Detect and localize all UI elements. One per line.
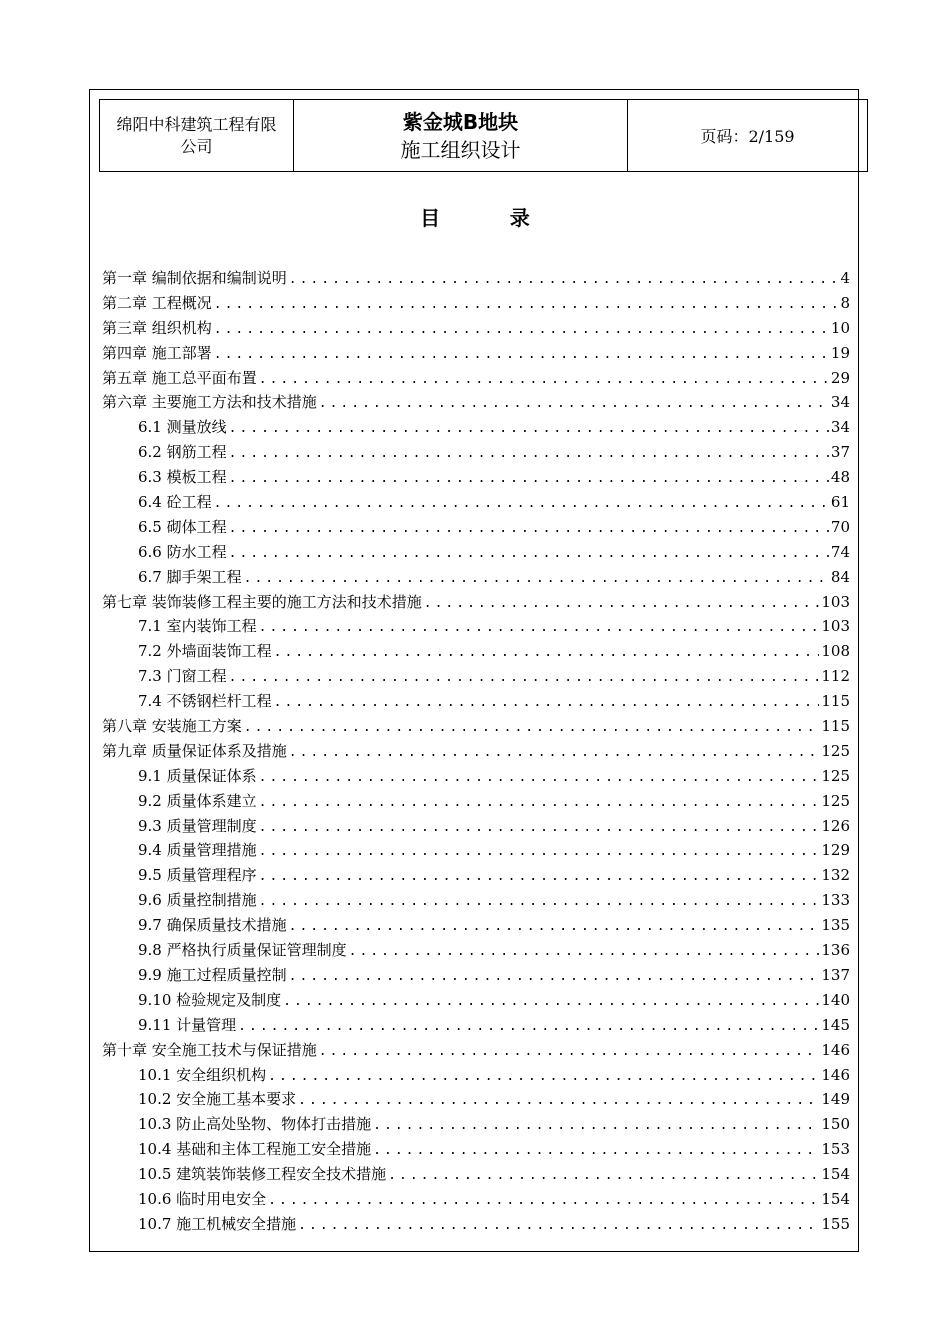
toc-entry-title: 第九章 质量保证体系及措施 bbox=[102, 741, 287, 760]
header-title-cell bbox=[294, 100, 628, 172]
toc-entry-page: 149 bbox=[821, 1090, 850, 1109]
toc-entry-page: 133 bbox=[821, 891, 850, 910]
toc-entry-title: 9.1 质量保证体系 bbox=[138, 766, 257, 785]
toc-entry-title: 9.5 质量管理程序 bbox=[138, 866, 257, 885]
toc-section-entry[interactable] bbox=[102, 1162, 850, 1187]
toc-entry-page: 103 bbox=[821, 592, 850, 611]
toc-section-entry[interactable] bbox=[102, 863, 850, 888]
toc-dot-leader bbox=[214, 318, 829, 343]
toc-chapter-entry[interactable] bbox=[102, 341, 850, 366]
toc-entry-title: 10.5 建筑装饰装修工程安全技术措施 bbox=[138, 1165, 387, 1184]
toc-entry-title: 7.2 外墙面装饰工程 bbox=[138, 642, 272, 661]
toc-entry-title: 第五章 施工总平面布置 bbox=[102, 368, 257, 387]
toc-entry-title: 10.6 临时用电安全 bbox=[138, 1189, 267, 1208]
toc-dot-leader bbox=[259, 616, 820, 641]
toc-dot-leader bbox=[259, 816, 820, 841]
toc-entry-title: 6.3 模板工程 bbox=[138, 468, 227, 487]
toc-entry-title: 9.3 质量管理制度 bbox=[138, 816, 257, 835]
toc-entry-page: 135 bbox=[821, 916, 850, 935]
toc-chapter-entry[interactable] bbox=[102, 714, 850, 739]
toc-dot-leader bbox=[349, 940, 820, 965]
toc-section-entry[interactable] bbox=[102, 664, 850, 689]
toc-dot-leader bbox=[229, 417, 829, 442]
toc-entry-page: 8 bbox=[840, 293, 850, 312]
toc-entry-page: 108 bbox=[821, 642, 850, 661]
toc-entry-page: 153 bbox=[821, 1140, 850, 1159]
toc-entry-page: 126 bbox=[821, 816, 850, 835]
toc-entry-page: 140 bbox=[821, 990, 850, 1009]
toc-chapter-entry[interactable] bbox=[102, 266, 850, 291]
toc-dot-leader bbox=[268, 1189, 819, 1214]
toc-entry-page: 154 bbox=[821, 1165, 850, 1184]
toc-entry-page: 125 bbox=[821, 741, 850, 760]
toc-entry-title: 10.3 防止高处坠物、物体打击措施 bbox=[138, 1115, 372, 1134]
toc-section-entry[interactable] bbox=[102, 490, 850, 515]
toc-entry-title: 10.1 安全组织机构 bbox=[138, 1065, 267, 1084]
toc-entry-page: 132 bbox=[821, 866, 850, 885]
toc-chapter-entry[interactable] bbox=[102, 390, 850, 415]
toc-entry-title: 7.3 门窗工程 bbox=[138, 667, 227, 686]
toc-section-entry[interactable] bbox=[102, 963, 850, 988]
toc-section-entry[interactable] bbox=[102, 1013, 850, 1038]
toc-entry-title: 9.10 检验规定及制度 bbox=[138, 990, 282, 1009]
document-title: 紫金城B地块 bbox=[402, 109, 519, 134]
toc-entry-page: 115 bbox=[821, 692, 850, 711]
toc-dot-leader bbox=[229, 517, 829, 542]
header-company-cell bbox=[100, 100, 294, 172]
header-page-cell bbox=[628, 100, 868, 172]
toc-entry-page: 115 bbox=[821, 717, 850, 736]
toc-entry-title: 9.7 确保质量技术措施 bbox=[138, 916, 287, 935]
toc-dot-leader bbox=[268, 1065, 819, 1090]
toc-entry-title: 9.9 施工过程质量控制 bbox=[138, 965, 287, 984]
toc-section-entry[interactable] bbox=[102, 614, 850, 639]
toc-entry-title: 9.6 质量控制措施 bbox=[138, 891, 257, 910]
toc-dot-leader bbox=[373, 1114, 819, 1139]
toc-entry-title: 10.4 基础和主体工程施工安全措施 bbox=[138, 1140, 372, 1159]
toc-entry-page: 19 bbox=[830, 343, 850, 362]
toc-entry-page: 112 bbox=[821, 667, 850, 686]
toc-entry-page: 137 bbox=[821, 965, 850, 984]
toc-dot-leader bbox=[319, 1040, 820, 1065]
toc-section-entry[interactable] bbox=[102, 540, 850, 565]
toc-entry-title: 6.4 砼工程 bbox=[138, 493, 212, 512]
table-of-contents bbox=[102, 266, 850, 1237]
toc-entry-title: 第八章 安装施工方案 bbox=[102, 717, 242, 736]
toc-section-entry[interactable] bbox=[102, 814, 850, 839]
document-header bbox=[99, 99, 868, 172]
toc-entry-page: 125 bbox=[821, 766, 850, 785]
toc-entry-page: 37 bbox=[830, 443, 850, 462]
toc-section-entry[interactable] bbox=[102, 1087, 850, 1112]
toc-section-entry[interactable] bbox=[102, 639, 850, 664]
toc-dot-leader bbox=[229, 467, 829, 492]
document-subtitle: 施工组织设计 bbox=[400, 137, 521, 162]
toc-section-entry[interactable] bbox=[102, 1137, 850, 1162]
toc-dot-leader bbox=[244, 716, 820, 741]
toc-section-entry[interactable] bbox=[102, 1112, 850, 1137]
toc-entry-title: 6.1 测量放线 bbox=[138, 418, 227, 437]
toc-entry-page: 136 bbox=[821, 941, 850, 960]
toc-section-entry[interactable] bbox=[102, 689, 850, 714]
toc-section-entry[interactable] bbox=[102, 1063, 850, 1088]
toc-entry-title: 10.7 施工机械安全措施 bbox=[138, 1214, 297, 1233]
toc-entry-page: 84 bbox=[830, 567, 850, 586]
toc-section-entry[interactable] bbox=[102, 1212, 850, 1237]
toc-section-entry[interactable] bbox=[102, 515, 850, 540]
toc-entry-title: 9.11 计量管理 bbox=[138, 1015, 237, 1034]
toc-dot-leader bbox=[229, 542, 829, 567]
toc-dot-leader bbox=[289, 741, 820, 766]
toc-dot-leader bbox=[229, 442, 829, 467]
toc-dot-leader bbox=[214, 492, 829, 517]
toc-heading: 目 录 bbox=[420, 206, 530, 230]
toc-entry-page: 10 bbox=[830, 318, 850, 337]
toc-dot-leader bbox=[214, 343, 829, 368]
toc-entry-title: 7.4 不锈钢栏杆工程 bbox=[138, 692, 272, 711]
toc-dot-leader bbox=[274, 691, 820, 716]
toc-entry-page: 146 bbox=[821, 1040, 850, 1059]
toc-section-entry[interactable] bbox=[102, 440, 850, 465]
toc-section-entry[interactable] bbox=[102, 988, 850, 1013]
toc-dot-leader bbox=[373, 1139, 819, 1164]
toc-dot-leader bbox=[298, 1089, 819, 1114]
toc-entry-page: 155 bbox=[821, 1214, 850, 1233]
toc-dot-leader bbox=[424, 592, 820, 617]
toc-dot-leader bbox=[244, 567, 829, 592]
toc-entry-title: 6.5 砌体工程 bbox=[138, 517, 227, 536]
toc-entry-title: 9.2 质量体系建立 bbox=[138, 791, 257, 810]
toc-dot-leader bbox=[319, 392, 829, 417]
toc-section-entry[interactable] bbox=[102, 913, 850, 938]
page-number: 页码：2/159 bbox=[700, 127, 795, 146]
toc-dot-leader bbox=[274, 641, 820, 666]
toc-section-entry[interactable] bbox=[102, 415, 850, 440]
toc-entry-title: 6.7 脚手架工程 bbox=[138, 567, 242, 586]
toc-section-entry[interactable] bbox=[102, 1187, 850, 1212]
toc-dot-leader bbox=[298, 1214, 819, 1239]
toc-entry-page: 154 bbox=[821, 1189, 850, 1208]
toc-entry-page: 103 bbox=[821, 617, 850, 636]
toc-entry-title: 第十章 安全施工技术与保证措施 bbox=[102, 1040, 317, 1059]
toc-entry-title: 9.8 严格执行质量保证管理制度 bbox=[138, 941, 347, 960]
toc-entry-page: 150 bbox=[821, 1115, 850, 1134]
toc-section-entry[interactable] bbox=[102, 938, 850, 963]
toc-dot-leader bbox=[388, 1164, 819, 1189]
toc-entry-page: 125 bbox=[821, 791, 850, 810]
toc-dot-leader bbox=[289, 965, 820, 990]
toc-entry-page: 70 bbox=[830, 517, 850, 536]
toc-entry-title: 10.2 安全施工基本要求 bbox=[138, 1090, 297, 1109]
toc-chapter-entry[interactable] bbox=[102, 366, 850, 391]
toc-dot-leader bbox=[214, 293, 839, 318]
toc-entry-page: 145 bbox=[821, 1015, 850, 1034]
toc-chapter-entry[interactable] bbox=[102, 739, 850, 764]
toc-chapter-entry[interactable] bbox=[102, 590, 850, 615]
toc-section-entry[interactable] bbox=[102, 888, 850, 913]
toc-entry-page: 61 bbox=[830, 493, 850, 512]
toc-section-entry[interactable] bbox=[102, 764, 850, 789]
toc-dot-leader bbox=[259, 766, 820, 791]
toc-dot-leader bbox=[229, 666, 820, 691]
toc-entry-title: 第六章 主要施工方法和技术措施 bbox=[102, 393, 317, 412]
toc-entry-title: 第三章 组织机构 bbox=[102, 318, 212, 337]
toc-entry-page: 29 bbox=[830, 368, 850, 387]
toc-entry-page: 74 bbox=[830, 542, 850, 561]
toc-entry-title: 6.2 钢筋工程 bbox=[138, 443, 227, 462]
toc-dot-leader bbox=[259, 865, 820, 890]
toc-entry-title: 9.4 质量管理措施 bbox=[138, 841, 257, 860]
toc-entry-title: 第一章 编制依据和编制说明 bbox=[102, 269, 287, 287]
toc-dot-leader bbox=[283, 990, 819, 1015]
toc-dot-leader bbox=[259, 890, 820, 915]
toc-chapter-entry[interactable] bbox=[102, 316, 850, 341]
toc-section-entry[interactable] bbox=[102, 838, 850, 863]
toc-entry-page: 129 bbox=[821, 841, 850, 860]
toc-dot-leader bbox=[289, 915, 820, 940]
toc-dot-leader bbox=[259, 840, 820, 865]
toc-entry-title: 7.1 室内装饰工程 bbox=[138, 617, 257, 636]
toc-dot-leader bbox=[259, 791, 820, 816]
toc-section-entry[interactable] bbox=[102, 789, 850, 814]
toc-entry-page: 48 bbox=[830, 468, 850, 487]
toc-entry-title: 第二章 工程概况 bbox=[102, 293, 212, 312]
toc-entry-page: 4 bbox=[840, 269, 850, 287]
toc-dot-leader bbox=[259, 368, 829, 393]
toc-entry-page: 34 bbox=[830, 418, 850, 437]
toc-dot-leader bbox=[238, 1015, 819, 1040]
company-name: 绵阳中科建筑工程有限公司 bbox=[116, 114, 277, 156]
toc-entry-page: 34 bbox=[830, 393, 850, 412]
toc-entry-title: 第七章 装饰装修工程主要的施工方法和技术措施 bbox=[102, 592, 422, 611]
toc-entry-page: 146 bbox=[821, 1065, 850, 1084]
toc-section-entry[interactable] bbox=[102, 465, 850, 490]
toc-chapter-entry[interactable] bbox=[102, 291, 850, 316]
toc-section-entry[interactable] bbox=[102, 565, 850, 590]
toc-dot-leader bbox=[289, 268, 839, 293]
toc-chapter-entry[interactable] bbox=[102, 1038, 850, 1063]
toc-entry-title: 第四章 施工部署 bbox=[102, 343, 212, 362]
toc-entry-title: 6.6 防水工程 bbox=[138, 542, 227, 561]
